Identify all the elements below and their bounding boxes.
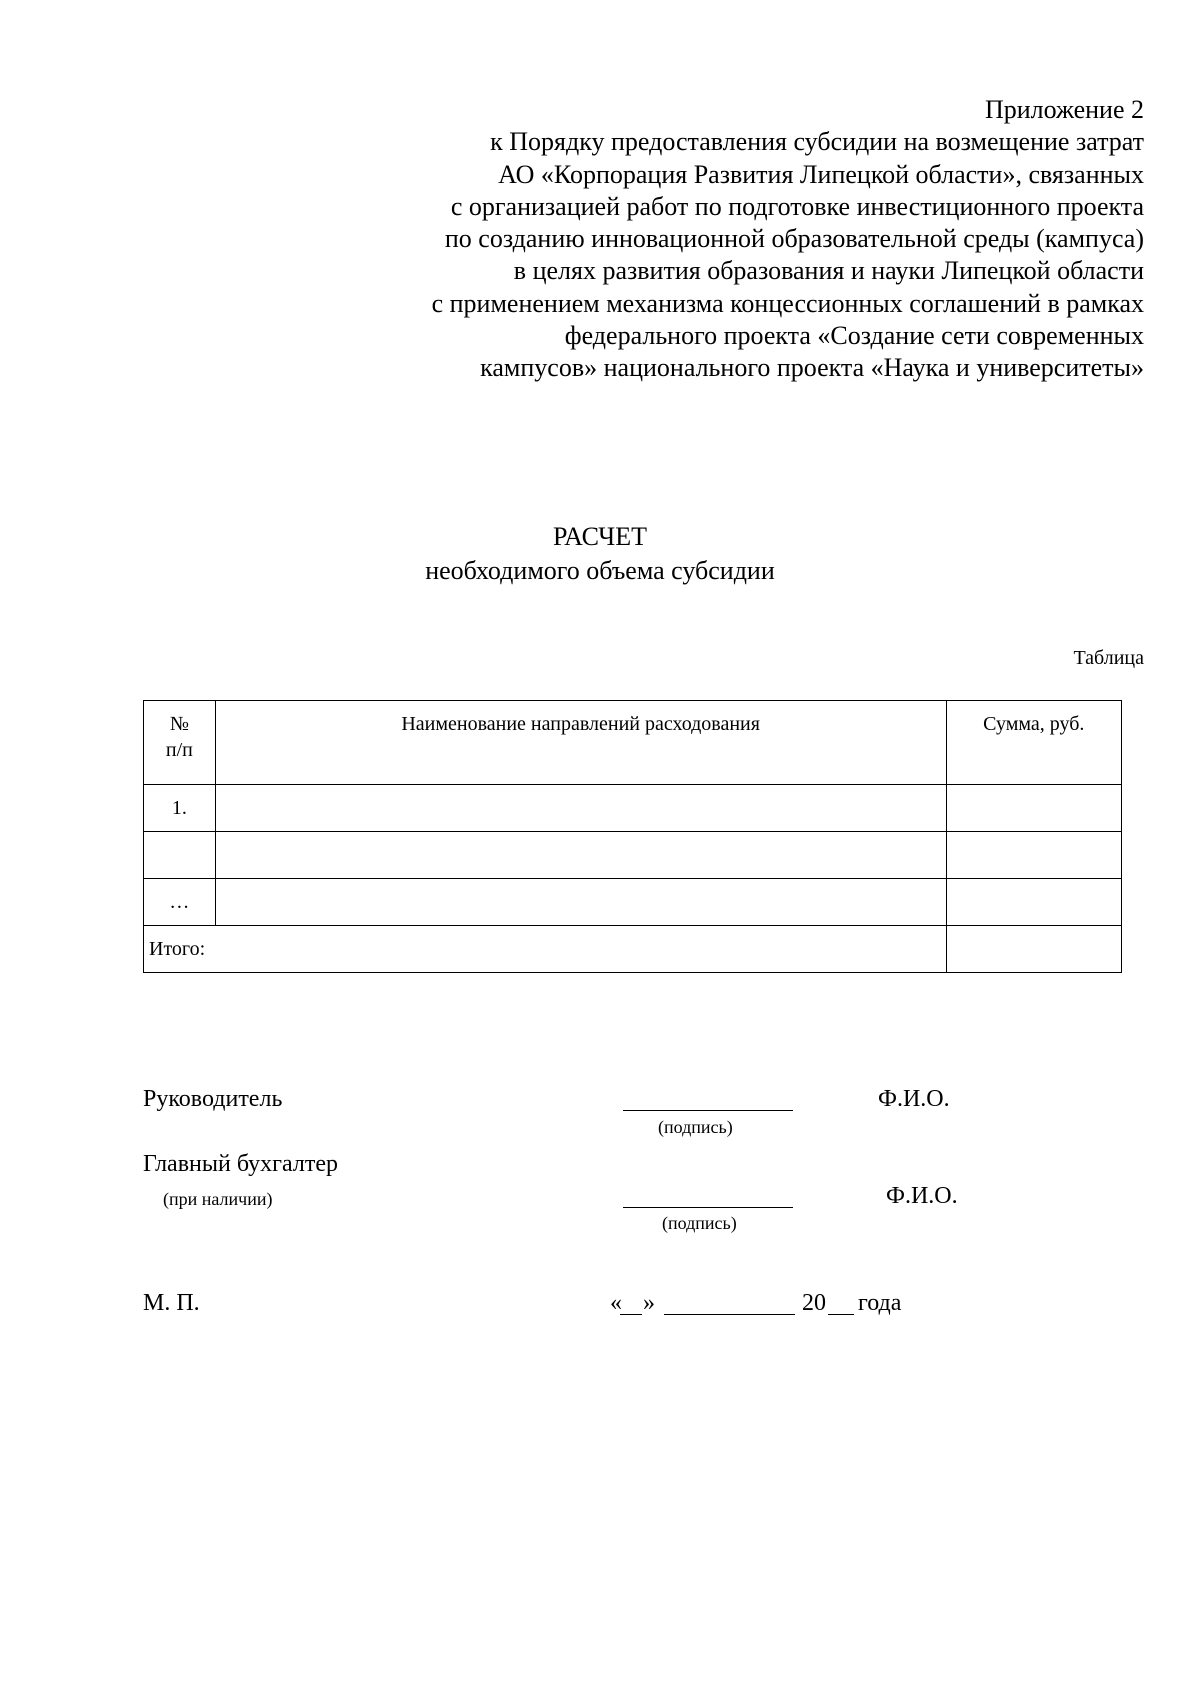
header-number — [144, 701, 216, 785]
cell-sum — [946, 832, 1121, 879]
annex-line: с организацией работ по подготовке инвестиционного проекта — [450, 191, 1144, 221]
total-label: Итого: — [144, 926, 947, 973]
accountant-note: (при наличии) — [163, 1189, 273, 1209]
header-name: Наименование направлений расходования — [215, 701, 946, 785]
table-header-row — [144, 701, 1122, 785]
date-year-suffix: года — [858, 1290, 902, 1316]
cell-number: 1. — [144, 785, 216, 832]
head-fio: Ф.И.О. — [878, 1086, 950, 1112]
head-signature-hint: (подпись) — [658, 1117, 733, 1137]
date-close-quote: » — [643, 1290, 655, 1316]
table-total-row — [144, 926, 1122, 973]
head-label: Руководитель — [143, 1086, 283, 1112]
table-row — [144, 832, 1122, 879]
table-row — [144, 785, 1122, 832]
date-day-line — [620, 1314, 642, 1315]
cell-name — [215, 832, 946, 879]
accountant-label: Главный бухгалтер — [143, 1151, 338, 1177]
date-month-line — [664, 1314, 795, 1315]
date-year-line — [828, 1314, 854, 1315]
cell-number: … — [144, 879, 216, 926]
date-open-quote: « — [610, 1290, 622, 1316]
annex-line: в целях развития образования и науки Липецкой области — [513, 256, 1144, 286]
annex-line: к Порядку предоставления субсидии на возмещение затрат — [490, 127, 1144, 157]
date-year-prefix: 20 — [802, 1290, 826, 1316]
header-number-line1: № — [169, 713, 189, 735]
annex-line: Приложение 2 — [984, 95, 1144, 124]
table-caption: Таблица — [1073, 647, 1144, 669]
annex-line: АО «Корпорация Развития Липецкой области», связанных — [498, 159, 1144, 189]
header-number-line2: п/п — [165, 739, 193, 761]
cell-name — [215, 785, 946, 832]
annex-line: кампусов» национального проекта «Наука и университеты» — [480, 353, 1144, 383]
calculation-table — [143, 700, 1122, 973]
accountant-signature-line — [623, 1207, 793, 1208]
stamp-label: М. П. — [143, 1290, 200, 1316]
accountant-signature-hint: (подпись) — [662, 1213, 737, 1233]
accountant-fio: Ф.И.О. — [886, 1183, 958, 1209]
cell-sum — [946, 785, 1121, 832]
cell-sum — [946, 879, 1121, 926]
header-sum: Сумма, руб. — [946, 701, 1121, 785]
document-title: РАСЧЕТ — [553, 522, 647, 551]
annex-line: с применением механизма концессионных соглашений в рамках — [431, 288, 1144, 318]
head-signature-line — [623, 1110, 793, 1111]
cell-number — [144, 832, 216, 879]
annex-line: федерального проекта «Создание сети современных — [564, 321, 1144, 351]
annex-header — [244, 94, 1144, 385]
annex-line: по созданию инновационной образовательной среды (кампуса) — [444, 224, 1144, 254]
cell-name — [215, 879, 946, 926]
table-row — [144, 879, 1122, 926]
total-sum — [946, 926, 1121, 973]
document-subtitle: необходимого объема субсидии — [425, 556, 775, 585]
